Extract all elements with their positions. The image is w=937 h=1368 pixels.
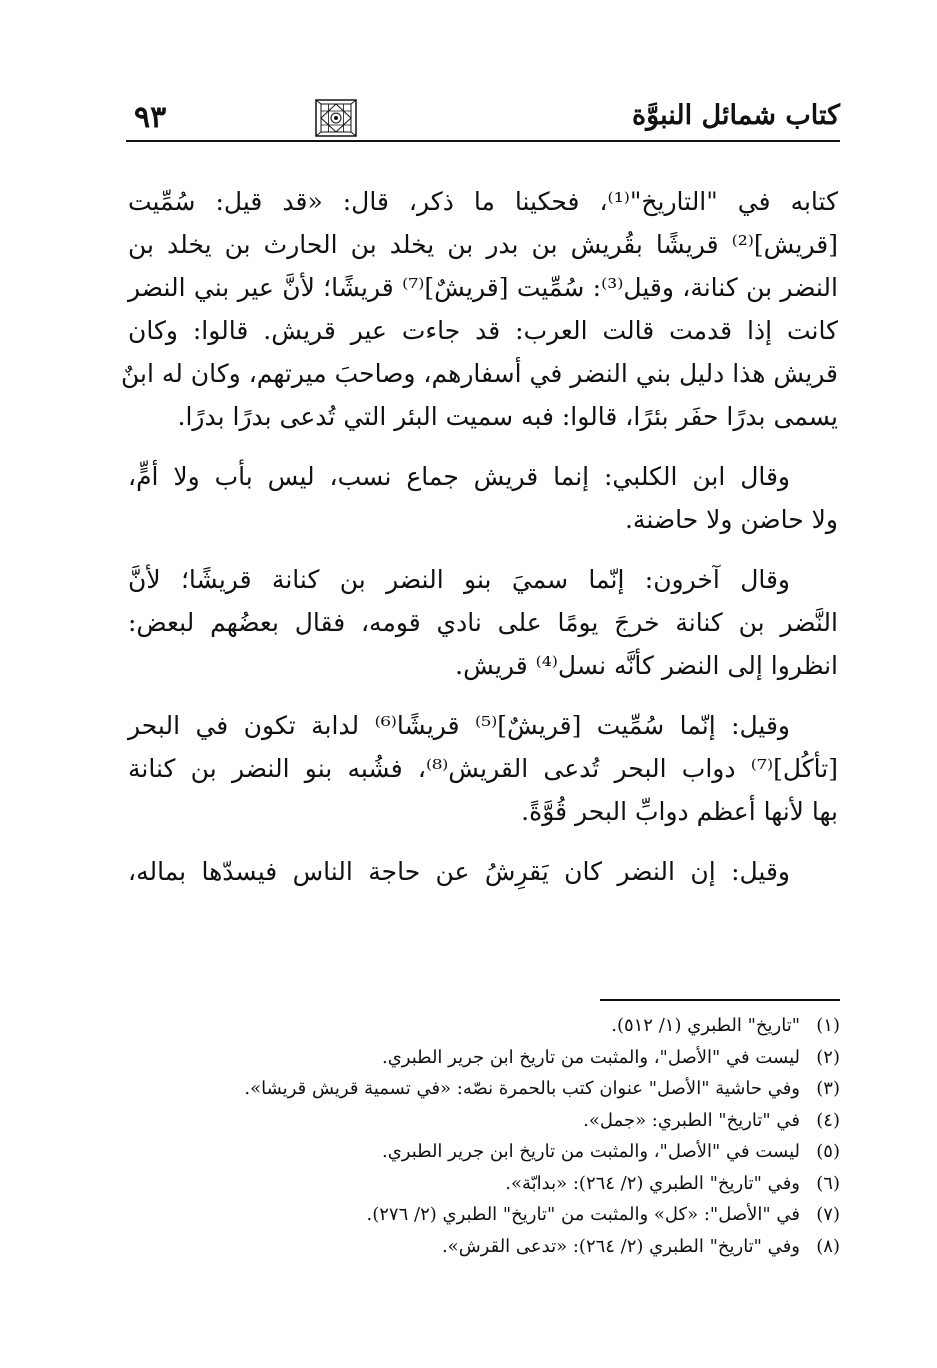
text-line: [تأكُل]⁽⁷⁾ دواب البحر تُدعى القريش⁽⁸⁾، فشُبه بنو النضر بن كنانة [128,754,838,783]
footnote-number: (٣) [816,1078,840,1099]
text-line: النَّضر بن كنانة خرجَ يومًا على نادي قومه، فقال بعضُهم لبعض: [128,608,838,637]
text-line: وقيل: إن النضر كان يَقرِشُ عن حاجة الناس فيسدّها بماله، [128,857,790,886]
text-line: وقال آخرون: إنّما سميَ بنو النضر بن كنانة قريشًا؛ لأنَّ [128,565,790,594]
text-line: قريش هذا دليل بني النضر في أسفارهم، وصاحبَ ميرتهم، وكان له ابنٌ [120,359,838,388]
footnote-text: ليست في "الأصل"، والمثبت من تاريخ ابن جرير الطبري. [382,1141,800,1162]
footnote-number: (٥) [816,1141,840,1162]
footnote [150,1105,840,1137]
text-line: بها لأنها أعظم دوابِّ البحر قُوَّةً. [521,797,838,826]
header-rule [126,140,840,142]
footnote [150,1042,840,1074]
paragraph [128,704,838,833]
footnote [150,1136,840,1168]
text-line: وقال ابن الكلبي: إنما قريش جماع نسب، ليس بأب ولا أمٍّ، [128,462,790,491]
footnote-number: (١) [816,1015,840,1036]
footnote [150,1168,840,1200]
text-line: كانت إذا قدمت قالت العرب: قد جاءت عير قريش. قالوا: وكان [128,316,838,345]
footnote-text: "تاريخ" الطبري (١/ ٥١٢). [611,1015,800,1036]
footnote-number: (٨) [816,1235,840,1257]
paragraph [128,558,838,687]
text-line: [قريش]⁽²⁾ قريشًا بقُريش بن بدر بن يخلد بن الحارث بن يخلد بن [128,230,838,259]
text-line: يسمى بدرًا حفَر بئرًا، قالوا: فبه سميت البئر التي تُدعى بدرًا بدرًا. [177,402,838,431]
footnote-text: وفي "تاريخ" الطبري (٢/ ٢٦٤): «بدابّة». [505,1172,800,1194]
footnote-text: ليست في "الأصل"، والمثبت من تاريخ ابن جرير الطبري. [382,1046,800,1068]
text-line: ولا حاضن ولا حاضنة. [624,505,838,534]
footnote-text: وفي "تاريخ" الطبري (٢/ ٢٦٤): «تدعى القرش». [441,1235,800,1257]
footnotes [150,1010,840,1262]
footnote-number: (٦) [816,1172,840,1194]
footnote [150,1073,840,1105]
text-line: النضر بن كنانة، وقيل⁽³⁾: سُمِّيت [قريشٌ]⁽⁷⁾ قريشًا؛ لأنَّ عير بني النضر [128,273,838,302]
footnote-number: (٧) [816,1204,840,1225]
footnote [150,1199,840,1231]
text-line: انظروا إلى النضر كأنَّه نسل⁽⁴⁾ قريش. [455,651,838,680]
page-header [126,96,840,136]
footnote [150,1010,840,1042]
footnote-number: (٤) [816,1109,840,1131]
footnote-text: في "تاريخ" الطبري: «جمل». [583,1109,800,1131]
page-number: ٩٣ [134,100,167,135]
footnote-separator [600,999,840,1001]
text-line: وقيل: إنّما سُمِّيت [قريشٌ]⁽⁵⁾ قريشًا⁽⁶⁾ لدابة تكون في البحر [128,711,790,740]
paragraph [120,180,838,438]
footnote-number: (٢) [816,1046,840,1068]
text-line: كتابه في "التاريخ"⁽¹⁾، فحكينا ما ذكر، قال: «قد قيل: سُمِّيت [128,187,838,216]
footnote-text: في "الأصل": «كل» والمثبت من "تاريخ" الطبري (٢/ ٢٧٦). [366,1204,800,1225]
footnote-text: وفي حاشية "الأصل" عنوان كتب بالحمرة نصّه: «في تسمية قريش قريشا». [244,1078,800,1099]
geometric-ornament-icon [314,98,358,138]
main-text [120,180,838,893]
book-title: كتاب شمائل النبوَّة [632,100,840,131]
paragraph [128,850,838,893]
paragraph [128,455,838,541]
footnote [150,1231,840,1263]
